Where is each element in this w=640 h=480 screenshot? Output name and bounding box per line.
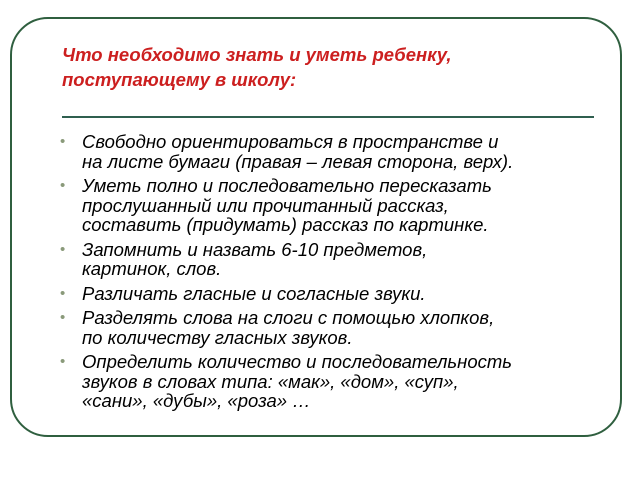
bullet-icon: • (60, 309, 66, 326)
bullet-icon: • (60, 284, 66, 302)
bullet-icon: • (60, 353, 66, 370)
list-item-line: картинок, слов. (82, 258, 222, 279)
bullet-icon: • (60, 133, 66, 150)
list-item-line: звуков в словах типа: «мак», «дом», «суп», (82, 370, 459, 392)
title-divider (62, 116, 594, 118)
list-item-line: по количеству гласных звуков. (82, 326, 353, 348)
list-item (58, 308, 618, 347)
list-item (58, 284, 618, 304)
list-item-line: Уметь полно и последовательно пересказать (82, 175, 492, 196)
list-item-line: прослушанный или прочитанный рассказ, (82, 194, 449, 216)
list-item (58, 240, 618, 279)
slide-title-line: поступающему в школу: (62, 69, 297, 90)
slide-title-line: Что необходимо знать и уметь ребенку, (62, 44, 452, 65)
list-item-line: Запомнить и назвать 6-10 предметов, (82, 238, 428, 260)
list-item (58, 352, 618, 411)
list-item-line: Определить количество и последовательность (82, 351, 512, 372)
bullet-icon: • (60, 177, 66, 194)
list-item-line: на листе бумаги (правая – левая сторона, верх). (82, 150, 514, 172)
list-item-line: Свободно ориентироваться в пространстве и (82, 131, 499, 152)
slide-title (62, 42, 602, 92)
list-item-line: составить (придумать) рассказ по картинке. (82, 214, 489, 235)
bullet-icon: • (60, 240, 66, 258)
bullet-list (58, 132, 618, 416)
list-item-line: Разделять слова на слоги с помощью хлопков, (82, 307, 495, 328)
list-item (58, 132, 618, 171)
list-item (58, 176, 618, 235)
list-item-line: Различать гласные и согласные звуки. (82, 282, 426, 304)
list-item-line: «сани», «дубы», «роза» … (82, 390, 311, 411)
